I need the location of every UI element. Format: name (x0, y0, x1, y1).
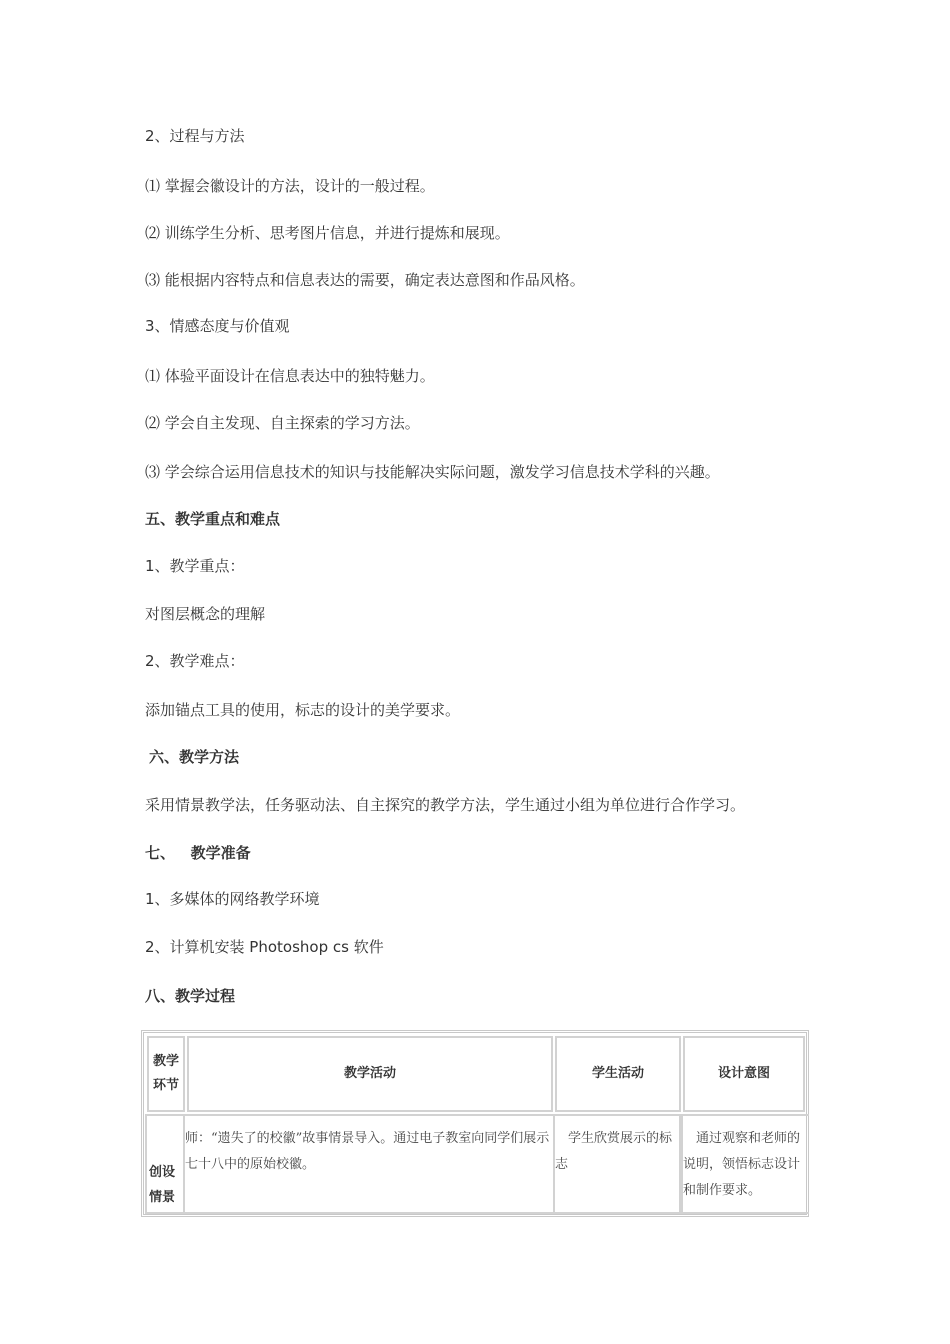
cell-student (553, 1114, 681, 1214)
cell-student-text: 学生欣赏展示的标志 (555, 1131, 673, 1172)
header-intent-label: 设计意图 (717, 1066, 770, 1081)
header-student-label: 学生活动 (591, 1066, 644, 1081)
line-item-6: ⑶ 学会综合运用信息技术的知识与技能解决实际问题，激发学习信息技术学科的兴趣。 (145, 463, 720, 481)
cell-intent (681, 1114, 809, 1214)
line-method-content: 采用情景教学法，任务驱动法、自主探究的教学方法，学生通过小组为单位进行合作学习。 (145, 796, 746, 814)
line-item-3: ⑶ 能根据内容特点和信息表达的需要，确定表达意图和作品风格。 (145, 271, 585, 289)
line-key-point-content: 对图层概念的理解 (145, 605, 266, 623)
line-prep-1: 1、多媒体的网络教学环境 (145, 890, 320, 908)
header-activity (187, 1036, 553, 1112)
line-emotion-values: 3、情感态度与价值观 (145, 317, 290, 335)
heading-process: 八、教学过程 (145, 987, 236, 1005)
line-item-4: ⑴ 体验平面设计在信息表达中的独特魅力。 (145, 367, 435, 385)
cell-stage-label: 创设情景 (149, 1165, 176, 1205)
cell-intent-text: 通过观察和老师的说明，领悟标志设计和制作要求。 (683, 1131, 801, 1198)
heading-teaching-method: 六、教学方法 (149, 748, 240, 766)
header-activity-label: 教学活动 (343, 1066, 396, 1081)
process-table (141, 1030, 809, 1217)
header-stage-label: 教学环节 (153, 1054, 180, 1093)
cell-stage (145, 1114, 185, 1214)
header-stage (147, 1036, 185, 1112)
line-process-method: 2、过程与方法 (145, 127, 245, 145)
line-difficulty: 2、教学难点： (145, 652, 245, 670)
line-key-point: 1、教学重点： (145, 557, 245, 575)
header-intent (683, 1036, 805, 1112)
header-student (555, 1036, 681, 1112)
heading-key-points: 五、教学重点和难点 (145, 510, 281, 528)
cell-activity (185, 1114, 555, 1214)
line-item-5: ⑵ 学会自主发现、自主探索的学习方法。 (145, 414, 420, 432)
line-item-2: ⑵ 训练学生分析、思考图片信息，并进行提炼和展现。 (145, 224, 510, 242)
heading-preparation: 七、 教学准备 (145, 844, 251, 862)
line-difficulty-content: 添加锚点工具的使用，标志的设计的美学要求。 (145, 701, 461, 719)
line-item-1: ⑴ 掌握会徽设计的方法，设计的一般过程。 (145, 177, 435, 195)
line-prep-2: 2、计算机安装 Photoshop cs 软件 (145, 938, 384, 956)
cell-activity-text: 师：“遗失了的校徽”故事情景导入。通过电子教室向同学们展示七十八中的原始校徽。 (185, 1131, 550, 1172)
